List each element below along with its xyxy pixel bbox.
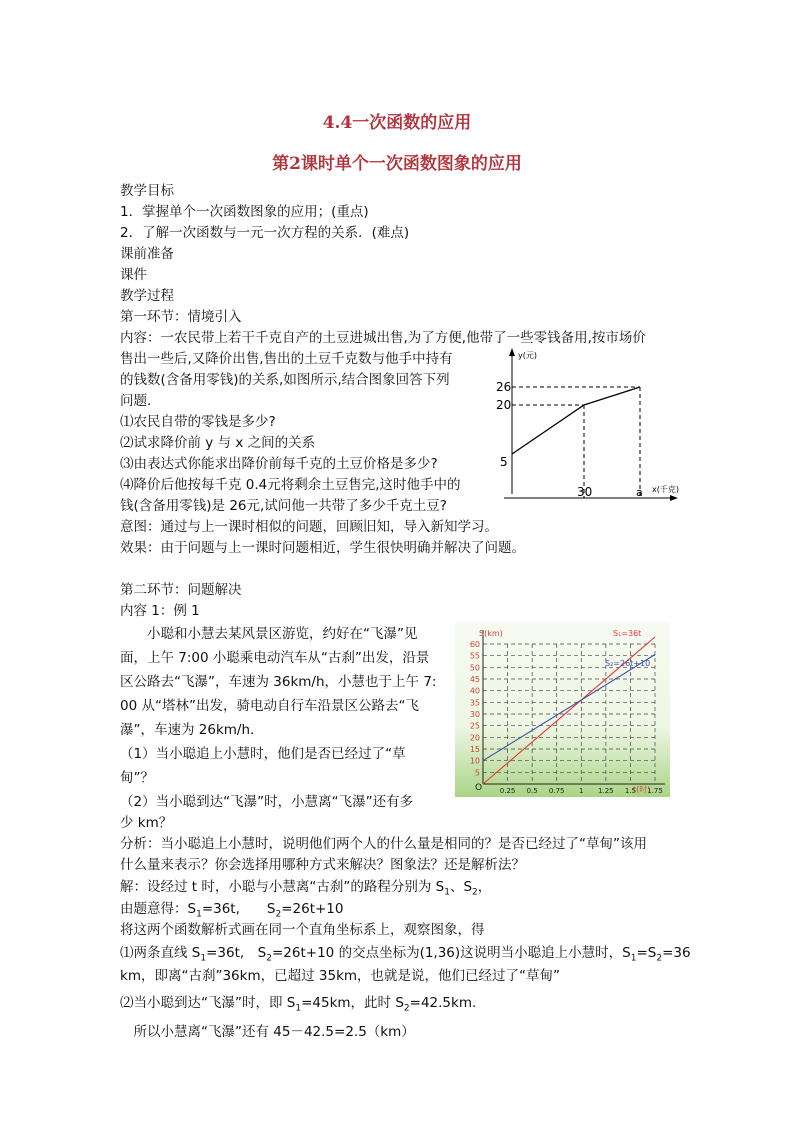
text-line: 问题. bbox=[120, 393, 152, 409]
x-axis-label: t(时) bbox=[633, 785, 651, 794]
text-line: 教学过程 bbox=[120, 288, 174, 304]
tick-label-y: 30 bbox=[469, 710, 480, 719]
text-line: 1．掌握单个一次函数图象的应用；(重点) bbox=[120, 204, 369, 220]
tick-label-y: 15 bbox=[469, 745, 480, 754]
x-axis-arrow-icon bbox=[670, 495, 678, 501]
text-line: 分析：当小聪追上小慧时，说明他们两个人的什么量是相同的？是否已经过了“草甸”该用 bbox=[120, 836, 647, 852]
text-line: 00 从“塔林”出发，骑电动自行车沿景区公路去“飞 bbox=[120, 698, 419, 714]
text-line: ⑶由表达式你能求出降价前每千克的土豆价格是多少? bbox=[120, 456, 438, 472]
text-fragment: =36t, S bbox=[201, 901, 276, 917]
series-label-s2: S₂=26t+10 bbox=[605, 659, 651, 668]
tick-label-y: 20 bbox=[469, 733, 480, 743]
document-subtitle: 第2课时单个一次函数图象的应用 bbox=[272, 154, 522, 174]
tick-label-y: 35 bbox=[469, 698, 480, 708]
text-line: 甸”？ bbox=[120, 770, 154, 786]
text-fragment: =36t, S bbox=[206, 945, 267, 961]
text-line: 瀑”，车速为 26km/h． bbox=[120, 722, 264, 738]
tick-label-x: 1.75 bbox=[647, 787, 663, 795]
text-line: ⑴农民自带的零钱是多少? bbox=[120, 414, 276, 430]
solution-line: 所以小慧离“飞瀑”还有 45－42.5=2.5（km） bbox=[120, 1024, 415, 1040]
solution-line bbox=[120, 993, 476, 1020]
y-axis-label: S(km) bbox=[479, 629, 503, 638]
tick-label-x: 30 bbox=[577, 485, 593, 499]
text-line: 第一环节：情境引入 bbox=[120, 309, 242, 325]
tick-label-y: 55 bbox=[469, 651, 480, 661]
tick-label-x: 0.25 bbox=[499, 787, 516, 795]
series-label-s1: S₁=36t bbox=[613, 629, 642, 638]
text-line: 意图：通过与上一课时相似的问题，回顾旧知，导入新知学习。 bbox=[120, 519, 498, 535]
tick-label-y: 25 bbox=[469, 721, 480, 731]
tick-label-y: 5 bbox=[500, 455, 508, 469]
subscript: 1 bbox=[630, 953, 637, 964]
subscript: 2 bbox=[266, 953, 272, 964]
text-line: 区公路去“飞瀑”，车速为 36km/h，小慧也于上午 7: bbox=[120, 674, 437, 690]
text-line: 效果：由于问题与上一课时问题相近，学生很快明确并解决了问题。 bbox=[120, 540, 525, 556]
text-line: 少 km？ bbox=[120, 815, 173, 831]
origin-label: O bbox=[475, 783, 483, 793]
text-fragment: =42.5km. bbox=[409, 995, 477, 1011]
text-fragment: =26t+10 的交点坐标为(1,36)这说明当小聪追上小慧时，S bbox=[272, 945, 631, 961]
tick-label-x: 1 bbox=[579, 787, 584, 795]
y-axis-arrow-icon bbox=[509, 348, 515, 356]
text-fragment: =45km，此时 S bbox=[301, 995, 404, 1011]
text-line: 课前准备 bbox=[120, 246, 174, 262]
text-line: ⑵试求降价前 y 与 x 之间的关系 bbox=[120, 435, 316, 451]
data-line bbox=[512, 387, 640, 454]
text-fragment: =36 bbox=[662, 945, 691, 961]
tick-label-x: a bbox=[636, 486, 643, 499]
tick-label-y: 20 bbox=[496, 398, 512, 412]
tick-label-y: 26 bbox=[496, 380, 512, 394]
text-line: 2．了解一次函数与一元一次方程的关系．(难点) bbox=[120, 225, 410, 241]
text-line: 课件 bbox=[120, 267, 147, 283]
tick-label-y: 60 bbox=[469, 640, 480, 649]
text-fragment: =26t+10 bbox=[281, 901, 344, 917]
subscript: 1 bbox=[444, 887, 450, 898]
document-title: 4.4一次函数的应用 bbox=[322, 113, 472, 133]
money-vs-weight-chart bbox=[484, 346, 680, 504]
text-line: 面，上午 7:00 小聪乘电动汽车从“古刹”出发，沿景 bbox=[120, 650, 430, 666]
text-fragment: 由题意得：S bbox=[120, 901, 197, 917]
text-fragment: ， bbox=[477, 879, 492, 895]
text-line: ⑷降价后他按每千克 0.4元将剩余土豆售完,这时他手中的 bbox=[120, 477, 461, 493]
text-fragment: ⑴两条直线 S bbox=[120, 945, 201, 961]
tick-label-x: 1.25 bbox=[598, 787, 614, 795]
tick-label-x: 0.5 bbox=[526, 787, 538, 795]
tick-label-x: 1.5 bbox=[624, 787, 636, 795]
text-line: 的钱数(含备用零钱)的关系,如图所示,结合图象回答下列 bbox=[120, 372, 450, 388]
tick-label-y: 45 bbox=[469, 675, 480, 684]
chart-background bbox=[455, 622, 670, 797]
text-line: 什么量来表示？你会选择用哪种方式来解决？图象法？还是解析法？ bbox=[120, 857, 525, 873]
tick-label-y: 40 bbox=[469, 686, 480, 696]
subscript: 1 bbox=[295, 1003, 302, 1014]
subscript: 1 bbox=[200, 953, 207, 964]
subscript: 2 bbox=[275, 909, 282, 920]
text-fragment: 解：设经过 t 时，小聪与小慧离“古刹”的路程分别为 S bbox=[120, 879, 445, 895]
text-line: 教学目标 bbox=[120, 183, 174, 199]
text-line: 售出一些后,又降价出售,售出的土豆千克数与他手中持有 bbox=[120, 351, 453, 367]
distance-time-chart bbox=[455, 622, 670, 797]
text-line: （1）当小聪追上小慧时，他们是否已经过了“草 bbox=[120, 746, 406, 762]
subscript: 2 bbox=[656, 953, 663, 964]
text-line: 第二环节：问题解决 bbox=[120, 582, 242, 598]
text-line: 内容：一农民带上若干千克自产的土豆进城出售,为了方便,他带了一些零钱备用,按市场价 bbox=[120, 330, 646, 346]
subscript: 1 bbox=[196, 909, 202, 920]
text-fragment: =S bbox=[636, 945, 657, 961]
text-line: （2）当小聪到达“飞瀑”时，小慧离“飞瀑”还有多 bbox=[120, 794, 414, 810]
tick-label-y: 50 bbox=[469, 663, 480, 673]
text-fragment: 、S bbox=[449, 879, 473, 895]
text-line: 内容 1：例 1 bbox=[120, 603, 200, 619]
solution-line: 将这两个函数解析式画在同一个直角坐标系上，观察图象，得 bbox=[120, 922, 485, 938]
text-line: 钱(含备用零钱)是 26元,试问他一共带了多少千克土豆? bbox=[120, 498, 447, 514]
text-line: 小聪和小慧去某风景区游览，约好在“飞瀑”见 bbox=[120, 626, 418, 642]
tick-label-y: 10 bbox=[469, 756, 480, 766]
solution-line: km，即离“古刹”36km，已超过 35km，也就是说，他们已经过了“草甸” bbox=[120, 968, 561, 984]
tick-label-x: 0.75 bbox=[548, 787, 565, 795]
tick-label-y: 5 bbox=[474, 768, 480, 778]
y-axis-label: y(元) bbox=[518, 351, 537, 360]
text-fragment: ⑵当小聪到达“飞瀑”时，即 S bbox=[120, 995, 296, 1011]
subscript: 2 bbox=[403, 1003, 410, 1014]
x-axis-label: x(千克) bbox=[652, 485, 679, 494]
subscript: 2 bbox=[472, 887, 478, 898]
